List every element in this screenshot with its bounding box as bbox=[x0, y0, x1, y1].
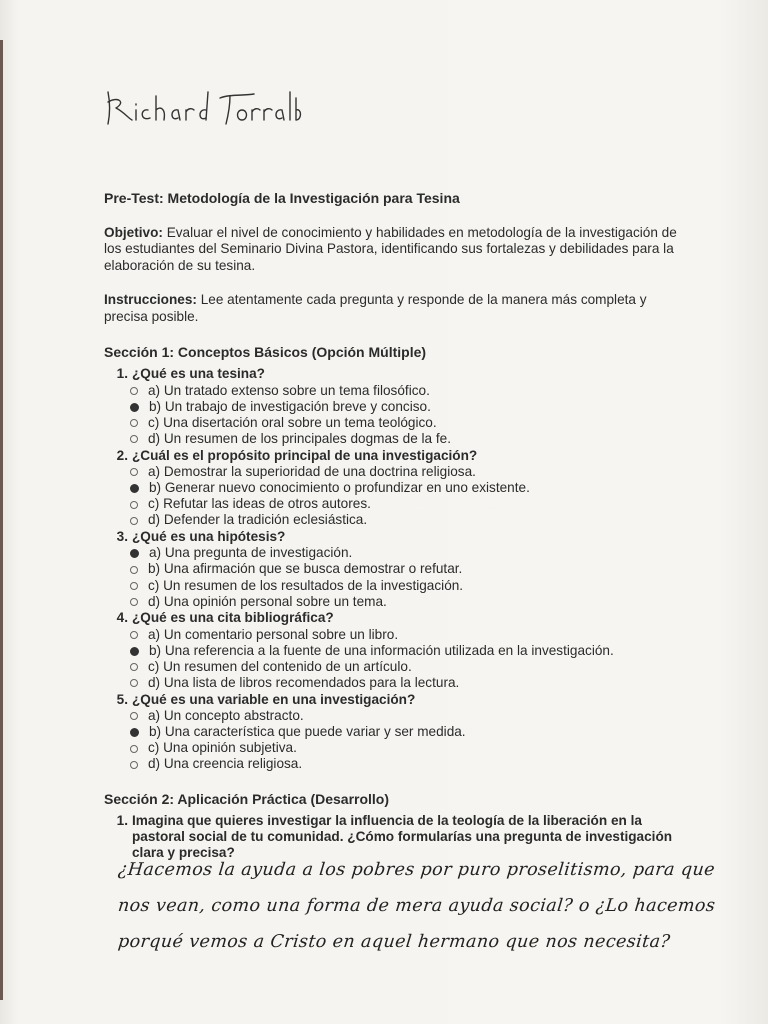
answer-line-2: nos vean, como una forma de mera ayuda social? o ¿Lo hacemos bbox=[116, 896, 717, 916]
option-c[interactable] bbox=[130, 741, 684, 757]
objective-label: Objetivo: bbox=[104, 224, 163, 240]
option-b[interactable] bbox=[130, 399, 684, 415]
question-text: ¿Qué es una tesina? bbox=[132, 366, 265, 382]
section-2 bbox=[104, 791, 684, 860]
radio-marked-icon[interactable] bbox=[130, 728, 139, 737]
radio-circle-icon[interactable] bbox=[130, 663, 138, 671]
question-text: Imagina que quieres investigar la influencia de la teología de la liberación en la pastoral social de tu comunidad. ¿Cómo formularías una pregunta de investigación clara y precisa? bbox=[132, 813, 673, 860]
option-d[interactable] bbox=[130, 594, 684, 610]
option-label: b) Una afirmación que se busca demostrar o refutar. bbox=[148, 561, 463, 577]
option-label: b) Una referencia a la fuente de una información utilizada en la investigación. bbox=[149, 642, 614, 658]
option-label: d) Una opinión personal sobre un tema. bbox=[148, 593, 387, 609]
question-5 bbox=[104, 692, 684, 773]
option-list bbox=[130, 383, 684, 448]
option-label: b) Una característica que puede variar y ser medida. bbox=[149, 724, 466, 740]
section-2-title: Sección 2: Aplicación Práctica (Desarrollo) bbox=[104, 790, 390, 807]
option-label: d) Un resumen de los principales dogmas de la fe. bbox=[148, 431, 451, 447]
option-b[interactable] bbox=[130, 480, 684, 496]
option-label: a) Un concepto abstracto. bbox=[148, 707, 304, 723]
option-label: a) Un tratado extenso sobre un tema filosófico. bbox=[148, 382, 430, 398]
option-b[interactable] bbox=[130, 643, 684, 659]
radio-circle-icon[interactable] bbox=[130, 419, 138, 427]
question-number: 4. bbox=[116, 610, 128, 626]
question-text: ¿Qué es una hipótesis? bbox=[132, 528, 286, 544]
radio-circle-icon[interactable] bbox=[130, 745, 138, 753]
question-number: 3. bbox=[116, 528, 128, 544]
test-document bbox=[104, 190, 684, 860]
radio-circle-icon[interactable] bbox=[130, 712, 138, 720]
question-number: 2. bbox=[116, 447, 128, 463]
option-b[interactable] bbox=[130, 562, 684, 578]
section-1-questions bbox=[104, 366, 684, 773]
radio-circle-icon[interactable] bbox=[130, 517, 138, 525]
option-d[interactable] bbox=[130, 431, 684, 447]
radio-circle-icon[interactable] bbox=[130, 631, 138, 639]
radio-circle-icon[interactable] bbox=[130, 566, 138, 574]
question-number: 1. bbox=[116, 366, 128, 382]
radio-marked-icon[interactable] bbox=[130, 484, 139, 493]
option-label: d) Una creencia religiosa. bbox=[148, 756, 303, 772]
radio-circle-icon[interactable] bbox=[130, 501, 138, 509]
option-list bbox=[130, 464, 684, 529]
option-list bbox=[130, 708, 684, 773]
instructions-paragraph bbox=[104, 292, 684, 325]
option-a[interactable] bbox=[130, 708, 684, 724]
objective-paragraph bbox=[104, 225, 684, 275]
option-label: a) Demostrar la superioridad de una doctrina religiosa. bbox=[148, 463, 476, 479]
handwritten-signature bbox=[102, 88, 302, 134]
option-label: c) Una disertación oral sobre un tema teológico. bbox=[148, 414, 437, 430]
radio-circle-icon[interactable] bbox=[130, 582, 138, 590]
question-4 bbox=[104, 610, 684, 691]
question-3 bbox=[104, 529, 684, 610]
option-a[interactable] bbox=[130, 464, 684, 480]
question-1 bbox=[104, 366, 684, 447]
option-a[interactable] bbox=[130, 383, 684, 399]
option-list bbox=[130, 545, 684, 610]
option-c[interactable] bbox=[130, 578, 684, 594]
option-c[interactable] bbox=[130, 415, 684, 431]
page-edge bbox=[0, 40, 3, 1000]
radio-marked-icon[interactable] bbox=[130, 403, 139, 412]
question-2 bbox=[104, 448, 684, 529]
option-label: d) Defender la tradición eclesiástica. bbox=[148, 512, 368, 528]
option-d[interactable] bbox=[130, 513, 684, 529]
option-c[interactable] bbox=[130, 659, 684, 675]
option-list bbox=[130, 627, 684, 692]
option-label: c) Un resumen de los resultados de la investigación. bbox=[148, 577, 464, 593]
option-d[interactable] bbox=[130, 757, 684, 773]
question-text: ¿Qué es una cita bibliográfica? bbox=[132, 610, 334, 626]
option-label: a) Una pregunta de investigación. bbox=[149, 545, 353, 561]
option-a[interactable] bbox=[130, 627, 684, 643]
section-1-title: Sección 1: Conceptos Básicos (Opción Múltiple) bbox=[104, 343, 427, 360]
answer-line-1: ¿Hacemos la ayuda a los pobres por puro proselitismo, para que bbox=[116, 860, 716, 880]
option-label: c) Una opinión subjetiva. bbox=[148, 740, 297, 756]
answer-line-3: porqué vemos a Cristo en aquel hermano que nos necesita? bbox=[116, 932, 672, 952]
option-c[interactable] bbox=[130, 496, 684, 512]
document-title: Pre-Test: Metodología de la Investigación para Tesina bbox=[104, 190, 460, 206]
handwritten-answer[interactable] bbox=[118, 852, 768, 960]
radio-circle-icon[interactable] bbox=[130, 435, 138, 443]
radio-circle-icon[interactable] bbox=[130, 761, 138, 769]
option-a[interactable] bbox=[130, 545, 684, 561]
option-label: d) Una lista de libros recomendados para la lectura. bbox=[148, 675, 460, 691]
question-number: 1. bbox=[116, 813, 128, 829]
question-text: ¿Cuál es el propósito principal de una investigación? bbox=[132, 447, 478, 463]
radio-circle-icon[interactable] bbox=[130, 598, 138, 606]
instructions-text: Lee atentamente cada pregunta y responde de la manera más completa y precisa posible. bbox=[104, 292, 647, 324]
radio-circle-icon[interactable] bbox=[130, 387, 138, 395]
option-label: a) Un comentario personal sobre un libro. bbox=[148, 626, 399, 642]
option-label: b) Un trabajo de investigación breve y conciso. bbox=[149, 398, 431, 414]
signature-drawing bbox=[102, 88, 302, 134]
option-b[interactable] bbox=[130, 724, 684, 740]
question-number: 5. bbox=[116, 691, 128, 707]
objective-text: Evaluar el nivel de conocimiento y habilidades en metodología de la investigación de los estudiantes del Seminario Divina Pastora, identificando sus fortalezas y debilidades para la elaboración de su tesina. bbox=[104, 224, 677, 273]
option-label: b) Generar nuevo conocimiento o profundizar en uno existente. bbox=[149, 480, 530, 496]
radio-circle-icon[interactable] bbox=[130, 468, 138, 476]
radio-marked-icon[interactable] bbox=[130, 647, 139, 656]
option-label: c) Un resumen del contenido de un artículo. bbox=[148, 658, 412, 674]
radio-marked-icon[interactable] bbox=[130, 549, 139, 558]
instructions-label: Instrucciones: bbox=[104, 292, 197, 308]
radio-circle-icon[interactable] bbox=[130, 679, 138, 687]
option-d[interactable] bbox=[130, 675, 684, 691]
option-label: c) Refutar las ideas de otros autores. bbox=[148, 496, 371, 512]
question-text: ¿Qué es una variable en una investigación? bbox=[132, 691, 416, 707]
